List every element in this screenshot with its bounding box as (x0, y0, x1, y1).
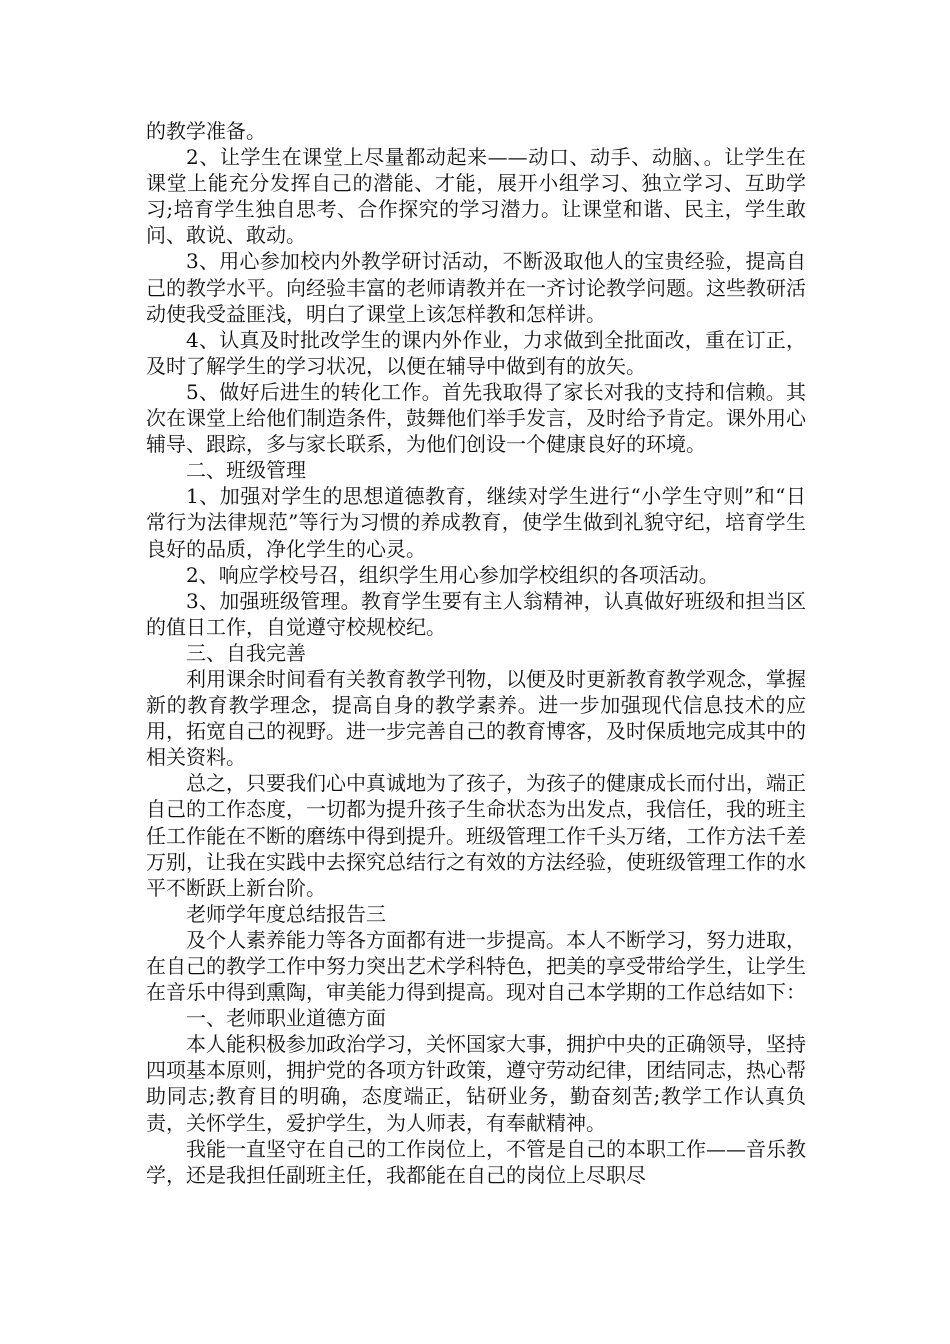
report-title-three: 老师学年度总结报告三 (186, 901, 386, 926)
paragraph-3: 3、用心参加校内外教学研讨活动，不断汲取他人的宝贵经验，提高自己的教学水平。向经验丰富的老师请教并在一齐讨论教学问题。这些教研活动使我受益匪浅，明白了课堂上该怎样教和怎样讲。 (146, 249, 806, 326)
paragraph-1: 的教学准备。 (146, 119, 266, 143)
paragraph-2: 2、让学生在课堂上尽量都动起来——动口、动手、动脑、。让学生在课堂上能充分发挥自己的潜能、才能，展开小组学习、独立学习、互助学习;培育学生独自思考、合作探究的学习潜力。让课堂和谐、民主，学生敢问、敢说、敢动。 (146, 145, 806, 248)
document-body (146, 118, 806, 1188)
paragraph-13: 我能一直坚守在自己的工作岗位上，不管是自己的本职工作——音乐教学，还是我担任副班主任，我都能在自己的岗位上尽职尽 (146, 1136, 806, 1187)
paragraph-11: 及个人素养能力等各方面都有进一步提高。本人不断学习，努力进取，在自己的教学工作中努力突出艺术学科特色，把美的享受带给学生，让学生在音乐中得到熏陶，审美能力得到提高。现对自己本学期的工作总结如下： (146, 927, 806, 1005)
paragraph-7: 2、响应学校号召，组织学生用心参加学校组织的各项活动。 (186, 562, 719, 587)
paragraph-8: 3、加强班级管理。教育学生要有主人翁精神，认真做好班级和担当区的值日工作，自觉遵守校规校纪。 (146, 588, 806, 639)
paragraph-10: 总之，只要我们心中真诚地为了孩子，为孩子的健康成长而付出，端正自己的工作态度，一切都为提升孩子生命状态为出发点，我信任，我的班主任工作能在不断的磨练中得到提升。班级管理工作千头万绪，工作方法千差万别，让我在实践中去探究总结行之有效的方法经验，使班级管理工作的水平不断跃上新台阶。 (146, 771, 806, 900)
paragraph-9: 利用课余时间看有关教育教学刊物，以便及时更新教育教学观念，掌握新的教育教学理念，提高自身的教学素养。进一步加强现代信息技术的应用，拓宽自己的视野。进一步完善自己的教育博客，及时保质地完成其中的相关资料。 (146, 666, 806, 770)
section-heading-self-improvement: 三、自我完善 (186, 640, 306, 665)
section-heading-class-management: 二、班级管理 (186, 458, 306, 483)
paragraph-6: 1、加强对学生的思想道德教育，继续对学生进行“小学生守则”和“日常行为法律规范”等行为习惯的养成教育，使学生做到礼貌守纪，培育学生良好的品质，净化学生的心灵。 (146, 484, 806, 561)
paragraph-12: 本人能积极参加政治学习，关怀国家大事，拥护中央的正确领导，坚持四项基本原则，拥护党的各项方针政策，遵守劳动纪律，团结同志，热心帮助同志;教育目的明确，态度端正，钻研业务，勤奋刻苦;教学工作认真负责，关怀学生，爱护学生，为人师表，有奉献精神。 (146, 1032, 806, 1135)
paragraph-5: 5、做好后进生的转化工作。首先我取得了家长对我的支持和信赖。其次在课堂上给他们制造条件，鼓舞他们举手发言，及时给予肯定。课外用心辅导、跟踪，多与家长联系，为他们创设一个健康良好的环境。 (146, 379, 806, 457)
paragraph-4: 4、认真及时批改学生的课内外作业，力求做到全批面改，重在订正，及时了解学生的学习状况，以便在辅导中做到有的放矢。 (146, 327, 806, 378)
section-heading-professional-ethics: 一、老师职业道德方面 (186, 1006, 386, 1031)
